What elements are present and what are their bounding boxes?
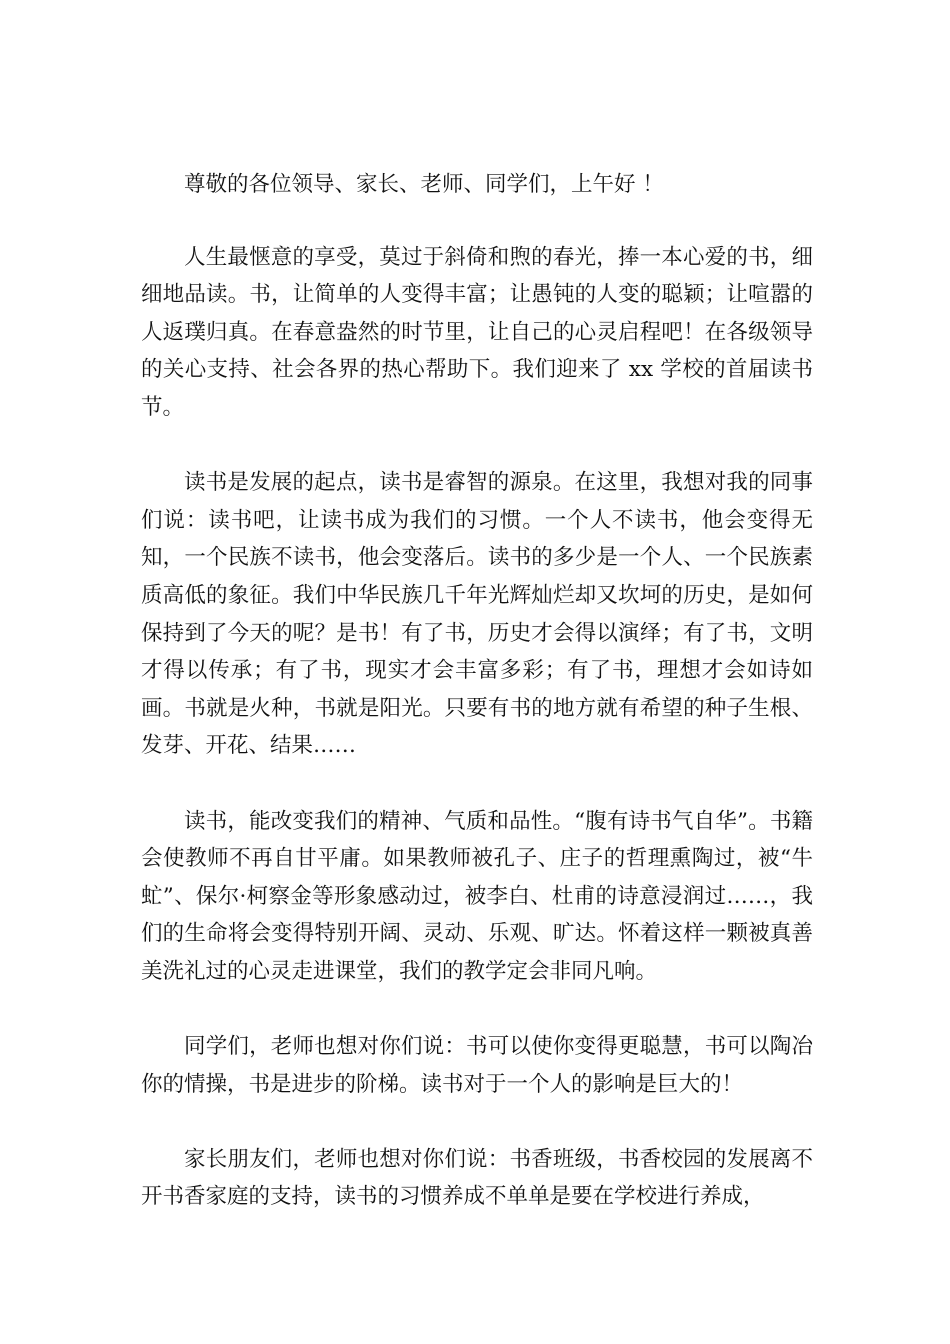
paragraph-intro: 人生最惬意的享受，莫过于斜倚和煦的春光，捧一本心爱的书，细细地品读。书，让简单的人变得丰富；让愚钝的人变的聪颖；让喧嚣的人返璞归真。在春意盎然的时节里，让自己的心灵启程吧！在各级领导的关心支持、社会各界的热心帮助下。我们迎来了 xx 学校的首届读书节。	[141, 244, 813, 420]
paragraph-reading-character: 读书，能改变我们的精神、气质和品性。“腹有诗书气自华”。书籍会使教师不再自甘平庸。如果教师被孔子、庄子的哲理熏陶过，被“牛虻”、保尔·柯察金等形象感动过，被李白、杜甫的诗意浸润过……，我们的生命将会变得特别开阔、灵动、乐观、旷达。怀着这样一颗被真善美洗礼过的心灵走进课堂，我们的教学定会非同凡响。	[141, 808, 813, 984]
greeting-paragraph: 尊敬的各位领导、家长、老师、同学们，上午好 ！	[184, 172, 664, 197]
paragraph-reading-origin: 读书是发展的起点，读书是睿智的源泉。在这里，我想对我的同事们说：读书吧，让读书成为我们的习惯。一个人不读书，他会变得无知，一个民族不读书，他会变落后。读书的多少是一个人、一个民族素质高低的象征。我们中华民族几千年光辉灿烂却又坎坷的历史，是如何保持到了今天的呢？是书！有了书，历史才会得以演绎；有了书，文明才得以传承；有了书，现实才会丰富多彩；有了书，理想才会如诗如画。书就是火种，书就是阳光。只要有书的地方就有希望的种子生根、发芽、开花、结果……	[141, 470, 813, 759]
document-body	[141, 166, 813, 1254]
paragraph-to-parents: 家长朋友们，老师也想对你们说：书香班级，书香校园的发展离不开书香家庭的支持，读书的习惯养成不单单是要在学校进行养成，	[141, 1146, 813, 1210]
paragraph-to-students: 同学们，老师也想对你们说：书可以使你变得更聪慧，书可以陶冶你的情操，书是进步的阶梯。读书对于一个人的影响是巨大的！	[141, 1034, 813, 1097]
